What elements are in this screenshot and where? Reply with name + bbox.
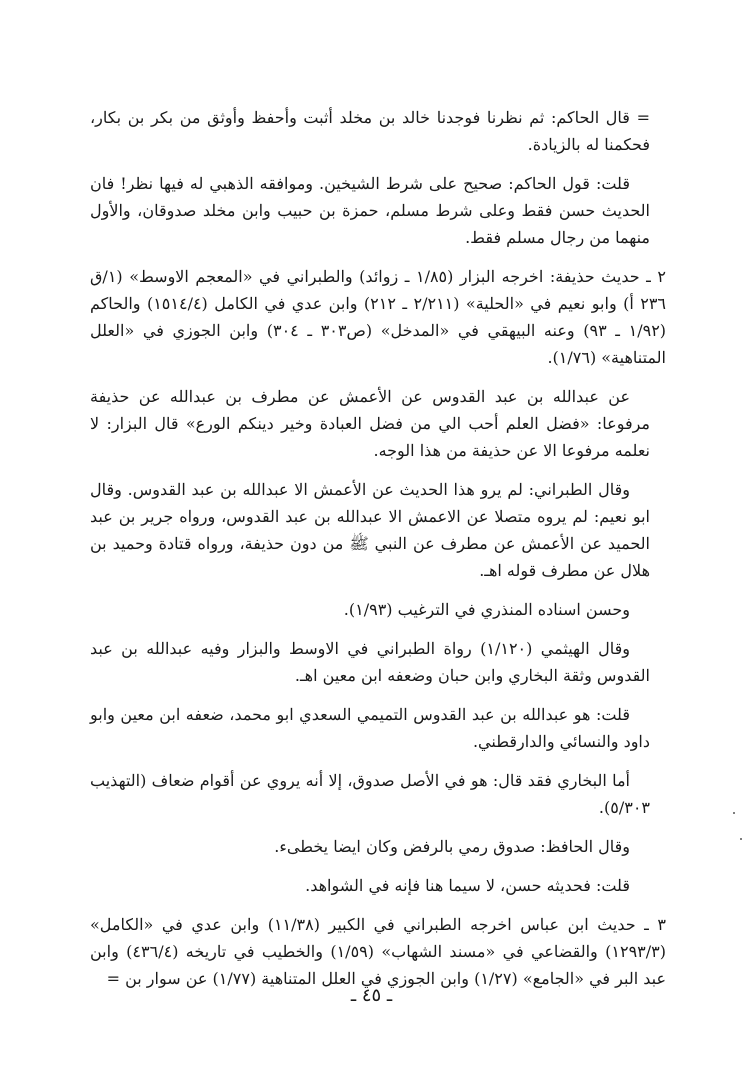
paragraph-bukhari: أما البخاري فقد قال: هو في الأصل صدوق، إلا أنه يروي عن أقوام ضعاف (التهذيب ٥/٣٠٣). bbox=[90, 771, 650, 817]
body-text bbox=[90, 104, 667, 1004]
paragraph-haythami: وقال الهيثمي (١/١٢٠) رواة الطبراني في الاوسط والبزار وفيه عبدالله بن عبد القدوس وثقة البخاري وابن حبان وضعفه ابن معين اهـ. bbox=[90, 639, 650, 685]
paragraph-hadith-hudhayfa: ٢ ـ حديث حذيفة: اخرجه البزار (١/٨٥ ـ زوائد) والطبراني في «المعجم الاوسط» (١/ق ٢٣٦ أ) وابو نعيم في «الحلية» (٢/٢١١ ـ ٢١٢) وابن عدي في الكامل (١٥١٤/٤) والحاكم (١/٩٢ ـ ٩٣) وعنه البيهقي في «المدخل» (ص٣٠٣ ـ ٣٠٤) وابن الجوزي في «العلل المتناهية» (١/٧٦). bbox=[90, 267, 667, 367]
paragraph-author-note-hakim: قلت: قول الحاكم: صحيح على شرط الشيخين. وموافقه الذهبي له فيها نظر! فان الحديث حسن فقط وعلى شرط مسلم، حمزة بن حبيب وابن مخلد صدوقان، والأول منهما من رجال مسلم فقط. bbox=[90, 174, 650, 247]
paragraph-tabarani-comment: وقال الطبراني: لم يرو هذا الحديث عن الأعمش الا عبدالله بن عبد القدوس. وقال ابو نعيم: لم يروه متصلا عن الاعمش الا عبدالله بن عبد القدوس، ورواه جرير بن عبد الحميد عن الأعمش عن مطرف عن النبي ﷺ من دون حذيفة، ورواه قتادة وحميد بن هلال عن مطرف قوله اهـ. bbox=[90, 480, 650, 580]
scan-speck bbox=[733, 812, 735, 814]
paragraph-isnad-hudhayfa: عن عبدالله بن عبد القدوس عن الأعمش عن مطرف بن عبدالله عن حذيفة مرفوعا: «فضل العلم أحب الي من فضل العبادة وخير دينكم الورع» قال البزار: لا نعلمه مرفوعا الا عن حذيفة من هذا الوجه. bbox=[90, 387, 650, 460]
paragraph-hadith-ibn-abbas: ٣ ـ حديث ابن عباس اخرجه الطبراني في الكبير (١١/٣٨) وابن عدي في «الكامل» (١٢٩٣/٣) والقضاعي في «مسند الشهاب» (١/٥٩) والخطيب في تاريخه (٤٣٦/٤) وابن عبد البر في «الجامع» (١/٢٧) وابن الجوزي في العلل المتناهية (١/٧٧) عن سوار بن = bbox=[90, 915, 666, 988]
paragraph-hakim-quote: = قال الحاكم: ثم نظرنا فوجدنا خالد بن مخلد أثبت وأحفظ وأوثق من بكر بن بكار، فحكمنا له بالزيادة. bbox=[90, 108, 650, 154]
paragraph-author-conclusion: قلت: فحديثه حسن، لا سيما هنا فإنه في الشواهد. bbox=[305, 876, 630, 895]
page-number: ـ ٤٥ ـ bbox=[350, 985, 393, 1006]
paragraph-hafiz: وقال الحافظ: صدوق رمي بالرفض وكان ايضا يخطىء. bbox=[274, 837, 630, 856]
paragraph-author-note-abdullah: قلت: هو عبدالله بن عبد القدوس التميمي السعدي ابو محمد، ضعفه ابن معين وابو داود والنسائي والدارقطني. bbox=[90, 705, 650, 751]
scan-speck bbox=[740, 838, 742, 840]
paragraph-mundhiri: وحسن اسناده المنذري في الترغيب (١/٩٣). bbox=[343, 600, 630, 619]
